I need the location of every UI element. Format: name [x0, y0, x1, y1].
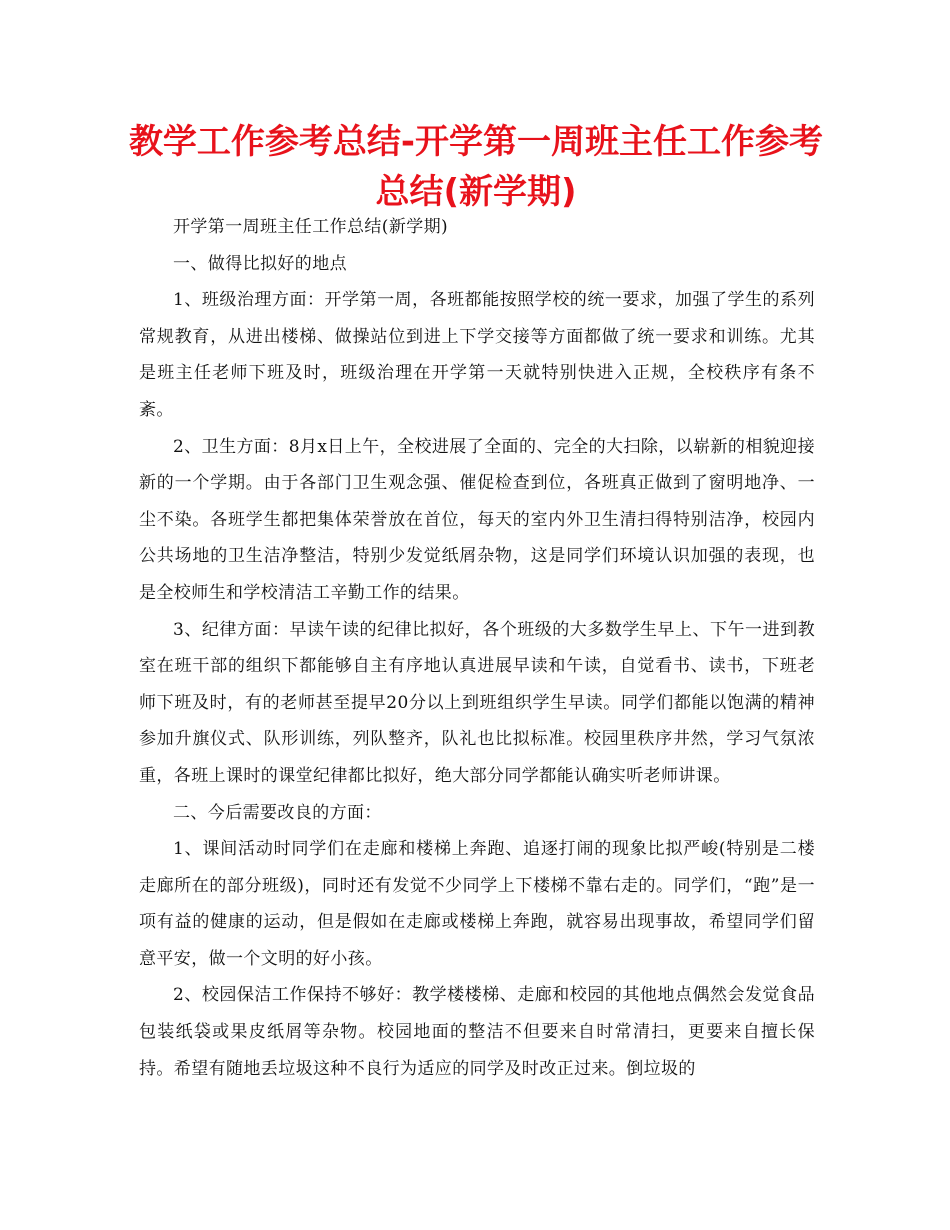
paragraph-hygiene: 2、卫生方面：8月x日上午，全校进展了全面的、完全的大扫除，以崭新的相貌迎接新的一个学期。由于各部门卫生观念强、催促检查到位，各班真正做到了窗明地净、一尘不染。各班学生都把集体荣誉放在首位，每天的室内外卫生清扫得特别洁净，校园内公共场地的卫生洁净整洁，特别少发觉纸屑杂物，这是同学们环境认识加强的表现，也是全校师生和学校清洁工辛勤工作的结果。 [139, 436, 815, 603]
document-title: 教学工作参考总结-开学第一周班主任工作参考总结(新学期) [128, 122, 824, 212]
paragraph-campus-cleaning: 2、校园保洁工作保持不够好：教学楼楼梯、走廊和校园的其他地点偶然会发觉食品包装纸袋或果皮纸屑等杂物。校园地面的整洁不但要来自时常清扫，更要来自擅长保持。希望有随地丢垃圾这种不良行为适应的同学及时改正过来。倒垃圾的 [139, 985, 815, 1079]
subtitle-paragraph: 开学第一周班主任工作总结(新学期) [173, 217, 449, 237]
document-body [139, 209, 815, 1087]
paragraph-class-management: 1、班级治理方面：开学第一周，各班都能按照学校的统一要求，加强了学生的系列常规教育，从进出楼梯、做操站位到进上下学交接等方面都做了统一要求和训练。尤其是班主任老师下班及时，班级治理在开学第一天就特别快进入正规，全校秩序有条不紊。 [139, 290, 815, 420]
section-heading-improvements: 二、今后需要改良的方面： [173, 802, 382, 823]
section-heading-good-points: 一、做得比拟好的地点 [173, 253, 347, 274]
paragraph-discipline: 3、纪律方面：早读午读的纪律比拟好，各个班级的大多数学生早上、下午一进到教室在班干部的组织下都能够自主有序地认真进展早读和午读，自觉看书、读书，下班老师下班及时，有的老师甚至提早20分以上到班组织学生早读。同学们都能以饱满的精神参加升旗仪式、队形训练，列队整齐，队礼也比拟标准。校园里秩序井然，学习气氛浓重，各班上课时的课堂纪律都比拟好，绝大部分同学都能认确实听老师讲课。 [139, 619, 815, 786]
paragraph-recess-activity: 1、课间活动时同学们在走廊和楼梯上奔跑、追逐打闹的现象比拟严峻(特别是二楼走廊所在的部分班级)，同时还有发觉不少同学上下楼梯不靠右走的。同学们，“跑”是一项有益的健康的运动，但是假如在走廊或楼梯上奔跑，就容易出现事故，希望同学们留意平安，做一个文明的好小孩。 [139, 839, 815, 969]
